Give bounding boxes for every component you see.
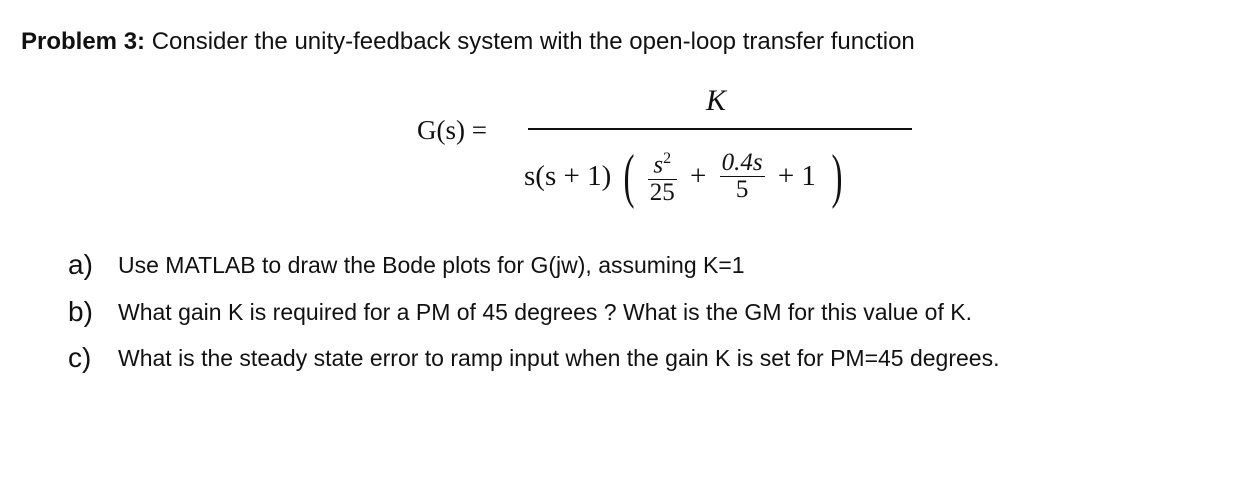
question-text: What is the steady state error to ramp input when the gain K is set for PM=45 degrees. — [118, 345, 1000, 372]
question-list — [68, 242, 999, 382]
problem-label: Problem 3: — [21, 28, 146, 55]
question-marker: a) — [68, 249, 93, 281]
left-paren: ( — [622, 143, 634, 210]
plus-operator: + — [689, 160, 707, 193]
problem-intro: Consider the unity-feedback system with the open-loop transfer function — [145, 28, 915, 55]
term1-exponent: 2 — [663, 150, 672, 168]
question-text: What gain K is required for a PM of 45 degrees ? What is the GM for this value of K. — [118, 298, 972, 325]
equation-denominator — [524, 138, 847, 210]
equation-lhs: G(s) = — [417, 115, 487, 145]
plus-one: + 1 — [777, 160, 816, 193]
question-item — [68, 289, 999, 336]
denominator-factor: s(s + 1) — [524, 160, 612, 193]
question-marker: b) — [68, 295, 93, 327]
term1-numerator: s — [653, 151, 664, 179]
equation-numerator: K — [706, 84, 727, 117]
question-marker: c) — [68, 342, 92, 374]
term2-denominator: 5 — [735, 176, 749, 204]
fraction-s-squared-over-25 — [648, 146, 677, 206]
question-item — [68, 335, 999, 382]
fraction-04s-over-5 — [720, 150, 765, 204]
question-text: Use MATLAB to draw the Bode plots for G(jw), assuming K=1 — [118, 252, 745, 279]
fraction-bar — [528, 128, 912, 130]
term1-denominator: 25 — [649, 179, 675, 207]
question-item — [68, 242, 999, 289]
problem-statement — [21, 27, 915, 57]
right-paren: ) — [831, 143, 843, 210]
term2-numerator: 0.4s — [721, 148, 763, 176]
